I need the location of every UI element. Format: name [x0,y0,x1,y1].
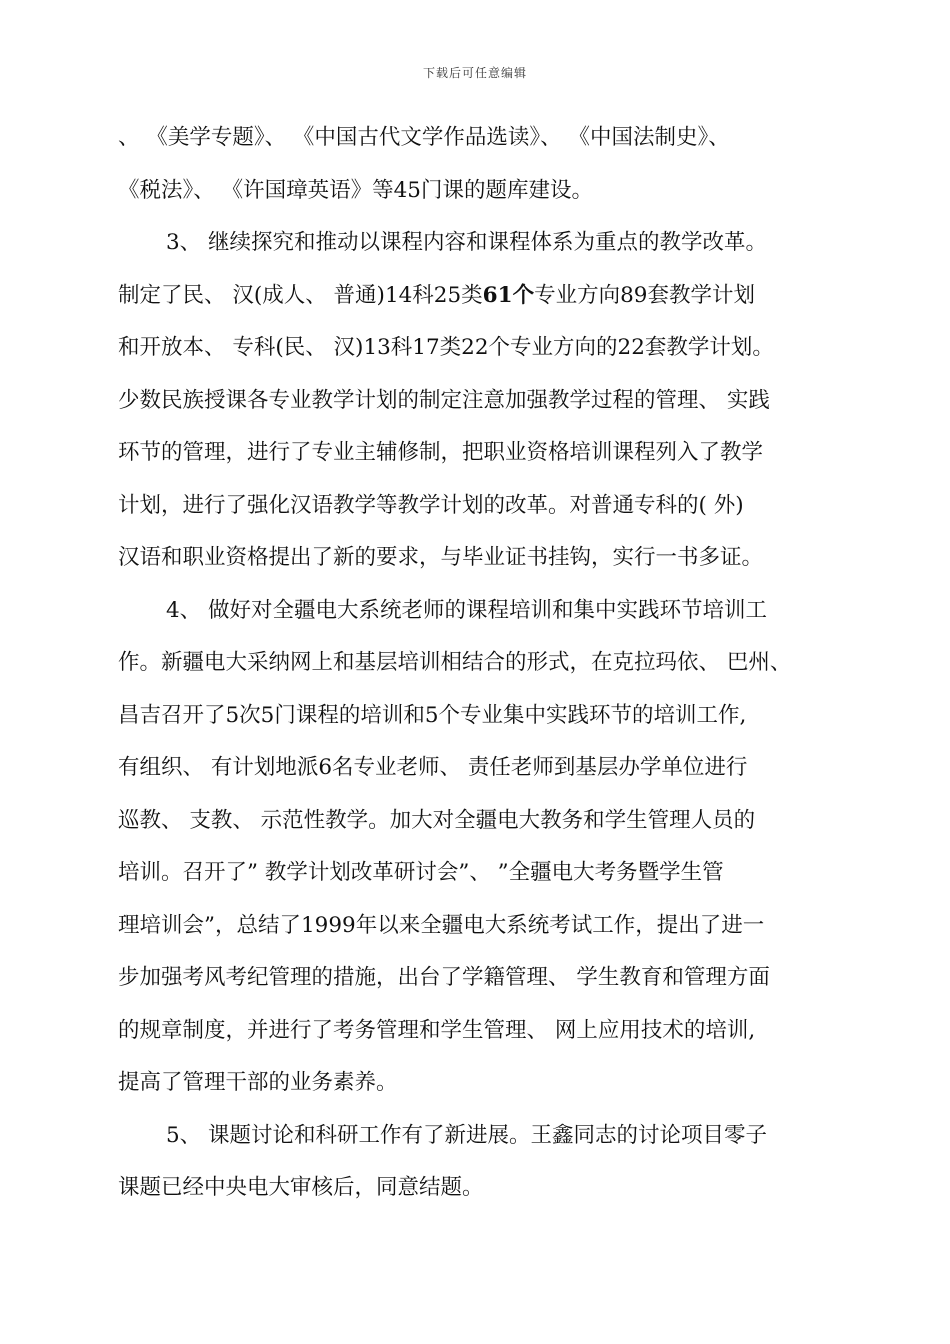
document-body [118,118,843,1221]
section-5-heading-line: 5、 课题讨论和科研工作有了新进展。王鑫同志的讨论项目零子 [166,1122,768,1148]
text-line: 提高了管理干部的业务素养。 [118,1070,398,1095]
text-line: 昌吉召开了5次5门课程的培训和5个专业集中实践环节的培训工作, [118,702,747,728]
section-4-heading-line: 4、 做好对全疆电大系统老师的课程培训和集中实践环节培训工 [166,597,768,623]
text-line: 环节的管理，进行了专业主辅修制，把职业资格培训课程列入了教学 [118,440,764,465]
text-line: 有组织、 有计划地派6名专业老师、 责任老师到基层办学单位进行 [118,755,748,780]
text-line: 和开放本、 专科(民、 汉)13科17类22个专业方向的22套教学计划。 [118,335,774,360]
text-line: 作。新疆电大采纳网上和基层培训相结合的形式，在克拉玛依、 巴州、 [118,650,792,675]
text-span: 专业方向89套教学计划 [534,282,755,308]
text-line: 步加强考风考纪管理的措施，出台了学籍管理、 学生教育和管理方面 [118,965,770,990]
text-line: 课题已经中央电大审核后，同意结题。 [118,1175,484,1200]
text-line: 《税法》、 《许国璋英语》等45门课的题库建设。 [118,177,593,203]
text-line: 汉语和职业资格提出了新的要求，与毕业证书挂钩，实行一书多证。 [118,545,764,570]
section-3-heading-line: 3、 继续探究和推动以课程内容和课程体系为重点的教学改革。 [166,230,768,255]
page-header-note: 下载后可任意编辑 [422,66,527,80]
bold-count: 61个 [482,282,535,308]
text-span: 制定了民、 汉(成人、 普通)14科25类 [118,282,483,308]
text-line: 巡教、 支教、 示范性教学。加大对全疆电大教务和学生管理人员的 [118,807,756,833]
text-line: 少数民族授课各专业教学计划的制定注意加强教学过程的管理、 实践 [118,387,770,413]
text-line: 理培训会”，总结了1999年以来全疆电大系统考试工作，提出了进一 [118,912,765,938]
text-line: 培训。召开了” 教学计划改革研讨会”、 ”全疆电大考务暨学生管 [118,860,724,885]
text-line: 、 《美学专题》、 《中国古代文学作品选读》、 《中国法制史》、 [118,125,730,150]
text-line: 计划，进行了强化汉语教学等教学计划的改革。对普通专科的( 外) [118,492,744,518]
text-line [118,276,843,329]
text-line: 的规章制度，并进行了考务管理和学生管理、 网上应用技术的培训, [118,1017,756,1043]
